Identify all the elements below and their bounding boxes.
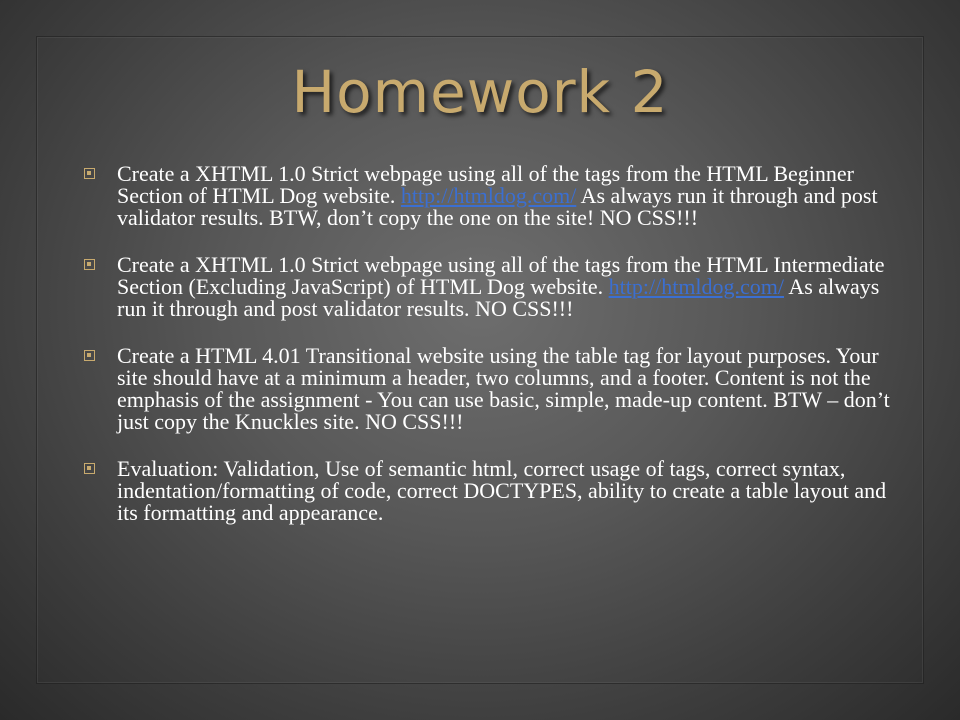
slide-title: Homework 2 <box>291 58 669 126</box>
bullet-item-3 <box>84 345 904 433</box>
bullet-item-2 <box>84 254 904 320</box>
bullet-text: Create a HTML 4.01 Transitional website using the table tag for layout purposes. Your site should have at a minimum a header, two columns, and a footer. Content is not the emphasis of the assignment - You can use basic, simple, made-up content. BTW – don’t just copy the Knuckles site. NO CSS!!! <box>117 343 890 434</box>
bullet-text-after: As always run it through and post validator results. NO CSS!!! <box>117 274 880 321</box>
bullet-text: Evaluation: Validation, Use of semantic html, correct usage of tags, correct syntax, indentation/formatting of code, correct DOCTYPES, ability to create a table layout and its formatting and appearance. <box>117 456 887 525</box>
bullet-list <box>84 163 904 549</box>
bullet-text <box>117 252 885 321</box>
htmldog-link[interactable]: http://htmldog.com/ <box>400 183 577 208</box>
bullet-text-before: Create a XHTML 1.0 Strict webpage using all of the tags from the HTML Beginner Section of HTML Dog website. <box>117 161 855 208</box>
bullet-text <box>117 161 878 230</box>
bullet-text-before: Create a XHTML 1.0 Strict webpage using all of the tags from the HTML Intermediate Section (Excluding JavaScript) of HTML Dog website. <box>117 252 885 299</box>
bullet-text-after: As always run it through and post validator results. BTW, don’t copy the one on the site! NO CSS!!! <box>117 183 878 230</box>
square-bullet-icon <box>84 350 95 361</box>
htmldog-link[interactable]: http://htmldog.com/ <box>608 274 785 299</box>
bullet-item-4 <box>84 458 904 524</box>
bullet-item-1 <box>84 163 904 229</box>
square-bullet-icon <box>84 168 95 179</box>
square-bullet-icon <box>84 463 95 474</box>
square-bullet-icon <box>84 259 95 270</box>
